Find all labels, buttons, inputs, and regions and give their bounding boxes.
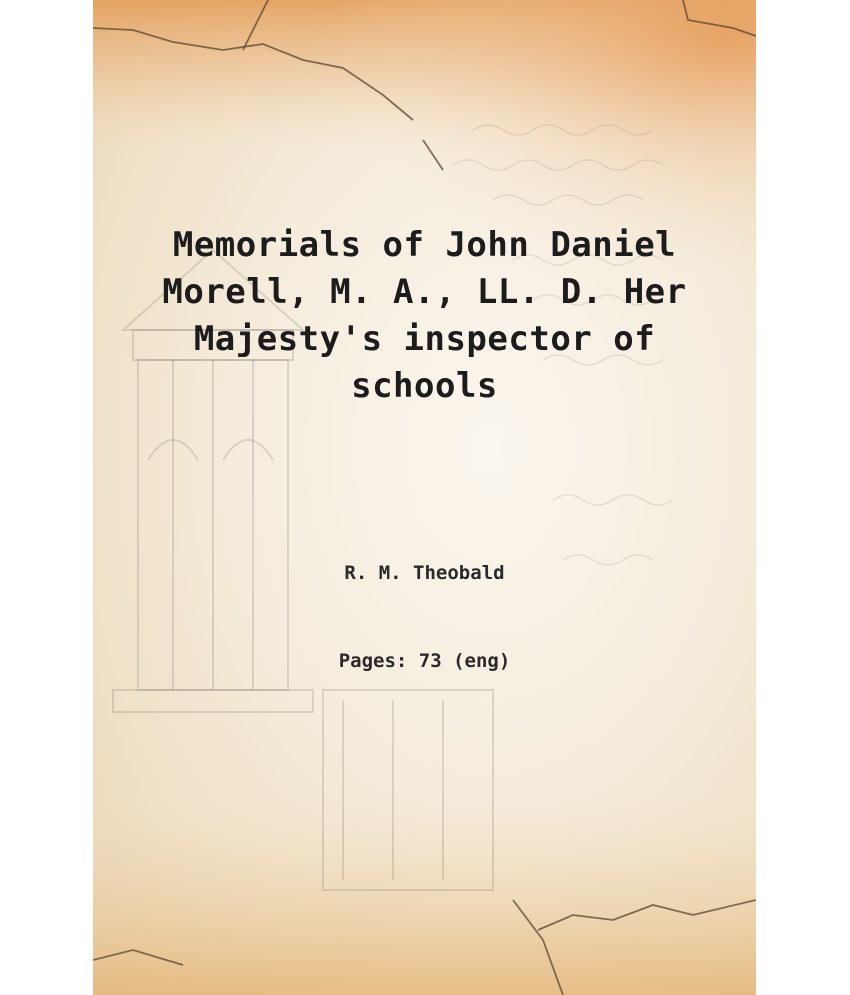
book-title: Memorials of John Daniel Morell, M. A., LL. D. Her Majesty's inspector of schools (162, 225, 687, 406)
book-author: R. M. Theobald (344, 562, 505, 584)
aged-paper-background-art (93, 0, 756, 995)
page-count-language: Pages: 73 (eng) (338, 650, 511, 672)
book-cover (93, 0, 756, 995)
